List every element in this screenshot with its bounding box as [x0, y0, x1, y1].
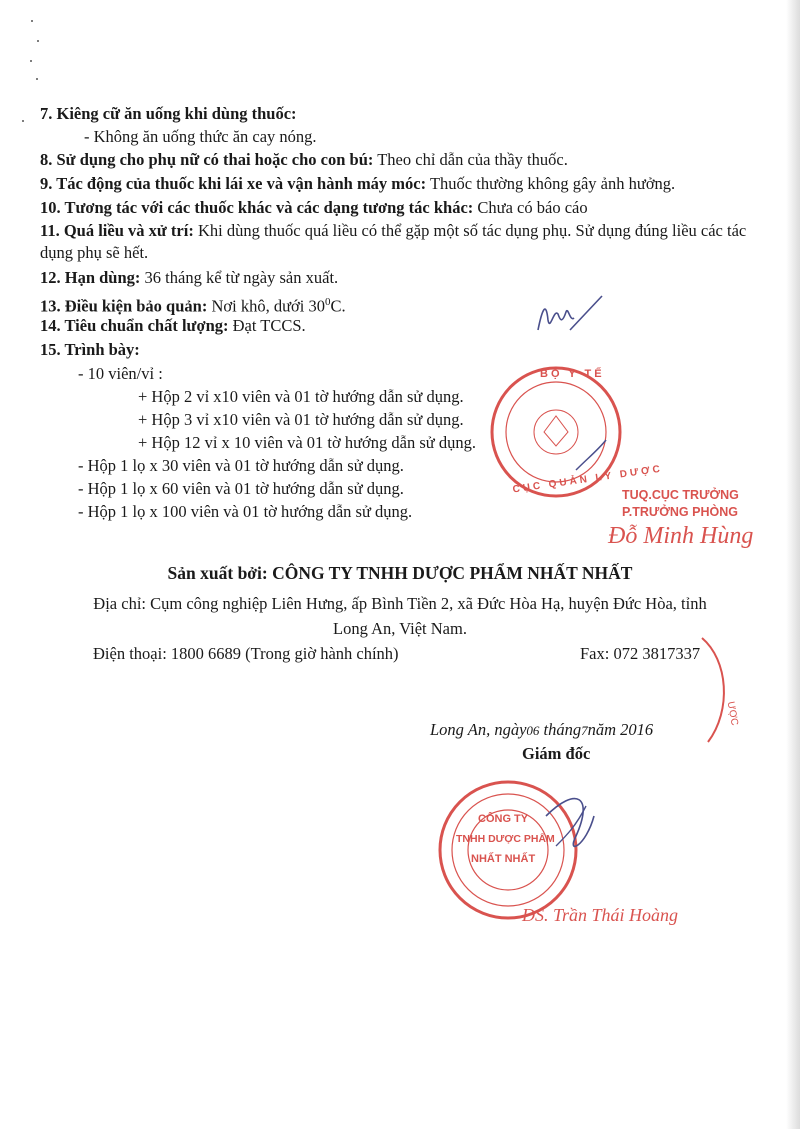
signer-title: Giám đốc	[522, 744, 591, 763]
section-7-heading: 7. Kiêng cữ ăn uống khi dùng thuốc:	[40, 104, 297, 123]
date-prefix: Long An, ngày	[430, 720, 527, 739]
company-signer-name: DS. Trần Thái Hoàng	[522, 905, 679, 925]
section-14	[40, 316, 306, 336]
date-year: năm 2016	[587, 720, 654, 739]
initials-signature	[530, 290, 610, 350]
date-line	[430, 720, 653, 741]
section-8	[40, 150, 568, 170]
ministry-seal-side-text: ƯỢC	[724, 700, 740, 727]
pack-option: - Hộp 1 lọ x 100 viên và 01 tờ hướng dẫn sử dụng.	[78, 502, 413, 521]
section-13	[40, 292, 346, 317]
date-month: 7	[581, 723, 588, 738]
section-14-heading: 14. Tiêu chuẩn chất lượng:	[40, 316, 229, 335]
ministry-seal-top-text: BỘ Y TẾ	[540, 368, 605, 380]
pack-option: - Hộp 1 lọ x 60 viên và 01 tờ hướng dẫn sử dụng.	[78, 479, 404, 498]
ministry-authority-subtitle: P.TRƯỞNG PHÒNG	[622, 505, 738, 519]
ministry-seal-bottom-text: CỤC QUẢN LÝ DƯỢC	[511, 463, 664, 496]
section-12-heading: 12. Hạn dùng:	[40, 268, 141, 287]
date-month-label: tháng	[543, 720, 582, 739]
manufacturer-phone: Điện thoại: 1800 6689 (Trong giờ hành chính)	[93, 644, 399, 663]
section-13-unit: C.	[330, 296, 346, 316]
section-9-heading: 9. Tác động của thuốc khi lái xe và vận hành máy móc:	[40, 174, 427, 193]
pack-option: + Hộp 3 vỉ x10 viên và 01 tờ hướng dẫn sử dụng.	[138, 410, 464, 429]
company-seal-line3: NHẤT NHẤT	[471, 853, 536, 865]
company-seal-line2: TNHH DƯỢC PHẨM	[456, 833, 555, 845]
section-9	[40, 174, 675, 194]
date-day: 06	[526, 723, 540, 738]
section-9-text: Thuốc thường không gây ảnh hưởng.	[426, 174, 676, 193]
section-8-text: Theo chỉ dẫn của thầy thuốc.	[373, 150, 568, 169]
pack-option: - Hộp 1 lọ x 30 viên và 01 tờ hướng dẫn sử dụng.	[78, 456, 404, 475]
scan-speck	[30, 60, 32, 62]
ministry-signer-name: Đỗ Minh Hùng	[608, 523, 754, 549]
pack-blister-header: - 10 viên/vỉ :	[78, 364, 163, 383]
manufacturer-fax: Fax: 072 3817337	[580, 644, 701, 663]
manufacturer-label: Sản xuất bởi:	[167, 563, 273, 583]
scan-speck	[22, 120, 24, 122]
pack-option: + Hộp 12 vỉ x 10 viên và 01 tờ hướng dẫn sử dụng.	[138, 433, 476, 452]
scan-speck	[37, 40, 39, 42]
section-13-heading: 13. Điều kiện bảo quản:	[40, 296, 208, 316]
section-10	[40, 198, 588, 218]
section-12-text: 36 tháng kể từ ngày sản xuất.	[140, 268, 339, 287]
section-7-item: - Không ăn uống thức ăn cay nóng.	[84, 127, 317, 146]
section-13-degree: 0	[324, 296, 331, 308]
ministry-seal-partial	[688, 630, 748, 750]
section-11-text: Khi dùng thuốc quá liều có thể gặp một số tác dụng phụ. Sử dụng đúng liều các tác dụng phụ sẽ hết.	[40, 221, 747, 262]
manufacturer	[40, 563, 760, 583]
section-15-heading: 15. Trình bày:	[40, 340, 140, 359]
section-10-heading: 10. Tương tác với các thuốc khác và các dạng tương tác khác:	[40, 198, 474, 217]
manufacturer-address-line1: Địa chỉ: Cụm công nghiệp Liên Hưng, ấp Bình Tiền 2, xã Đức Hòa Hạ, huyện Đức Hòa, tỉnh	[93, 594, 707, 613]
section-14-text: Đạt TCCS.	[228, 316, 306, 335]
scan-speck	[31, 20, 33, 22]
page-edge-shadow	[786, 0, 800, 1129]
section-11	[40, 220, 775, 264]
section-10-text: Chưa có báo cáo	[473, 198, 588, 217]
manufacturer-name: CÔNG TY TNHH DƯỢC PHẨM NHẤT NHẤT	[272, 563, 633, 583]
company-seal-line1: CÔNG TY	[478, 813, 529, 825]
section-8-heading: 8. Sử dụng cho phụ nữ có thai hoặc cho con bú:	[40, 150, 374, 169]
company-seal	[426, 776, 596, 926]
scan-speck	[36, 78, 38, 80]
section-12	[40, 268, 338, 288]
pack-option: + Hộp 2 vỉ x10 viên và 01 tờ hướng dẫn sử dụng.	[138, 387, 464, 406]
section-11-heading: 11. Quá liều và xử trí:	[40, 221, 194, 240]
manufacturer-address-line2: Long An, Việt Nam.	[333, 619, 467, 638]
section-13-text: Nơi khô, dưới 30	[207, 296, 325, 316]
ministry-authority-title: TUQ.CỤC TRƯỞNG	[622, 488, 739, 502]
